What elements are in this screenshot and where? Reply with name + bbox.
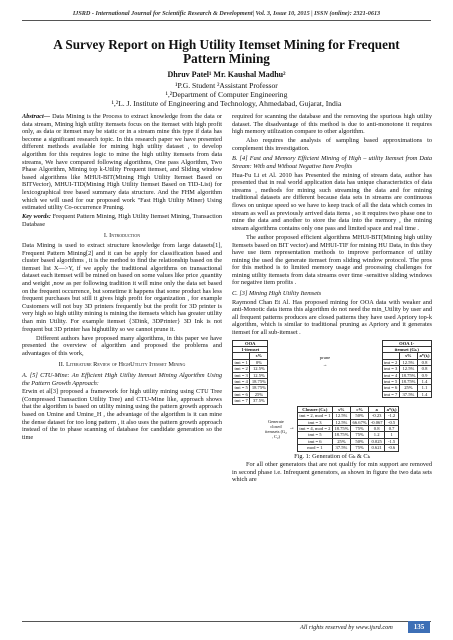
right-paragraph-1: required for scanning the database and the removing the spurious high utility dataset. The disadvantage of this method is due to anti-monotone it requires high memory utilization compare to other algorithm.	[232, 113, 432, 136]
closure-table-cell: -0.067	[370, 419, 383, 425]
ooa2-table-cell: 18.75%	[401, 379, 416, 385]
closure-table-cell: 50%	[351, 438, 369, 444]
ooa2-table-cell: 1.4	[418, 379, 432, 385]
subsection-heading-mining-hui: C. [3] Mining High Utility Itemsets	[232, 290, 322, 298]
closure-table-cell: 0.7	[385, 425, 399, 431]
ooa2-table-row	[382, 372, 431, 378]
page-number: 135	[408, 621, 430, 633]
ooa-table-cell: 12.5%	[250, 372, 268, 378]
ooa2-table-cell: 1.1	[418, 385, 432, 391]
right-paragraph-4: The author proposed efficient algorithms MHUI-BIT(Mining high utility Itemsets based on BIT vector) and MHUI-TIF for mining HU Data, in this they have use item representation methods to improve performance of utility mining the used the generate itemset from sliding window protocol. The pros for this method is to limited memory usage and processing challenges for mining utility itemsets from data streams over time -sensitive sliding windows for negative item profits .	[232, 233, 432, 287]
ooa2-table-row	[382, 385, 431, 391]
closure-table-cell: 25%	[332, 438, 350, 444]
closure-table-cell: 75%	[351, 425, 369, 431]
affiliation-department: ¹,²Department of Computer Engineering	[165, 90, 288, 99]
closure-table-header-cell: a	[369, 406, 385, 412]
ooa-table-cell: 18.75%	[251, 379, 266, 385]
ooa2-table-cell: tmt = 6	[384, 385, 398, 391]
ooa-table-title: OOA	[233, 340, 268, 346]
ooa-table-cell: 37.5%	[250, 398, 268, 404]
ooa2-table-header-cell: s%	[399, 353, 417, 359]
ooa2-table-cell: tmt = 7	[384, 391, 398, 397]
ooa2-table-cell: tmt = 5	[384, 379, 398, 385]
ooa2-table-cell: 18.75%	[401, 372, 416, 378]
closure-table-cell: 1.2	[369, 432, 385, 438]
subsection-heading-data-stream: B. [4] Fast and Memory Efficient Mining of High – utility Itemset from Data Stream: With and Without Negative Item Profits	[232, 155, 432, 171]
closure-table-cell: tmt = 3	[297, 419, 332, 425]
paper-title: A Survey Report on High Utility Itemset Mining for Frequent Pattern Mining	[53, 37, 400, 66]
footer-text: All rights reserved by www.ijsrd.com	[300, 624, 393, 631]
closure-table-cell: 37.5%	[332, 445, 350, 451]
closure-table-cell: 75%	[351, 432, 369, 438]
closure-table-cell: 0.621	[369, 445, 385, 451]
keywords	[22, 213, 222, 228]
section-heading-introduction: I. Introduction	[103, 232, 141, 240]
prune-label: prune	[319, 354, 331, 360]
figure-1	[232, 340, 432, 461]
right-paragraph-6: For all other generators that are not qualify for min support are removed in second phase i.e. Infrequent generators, as shown in figure the two data sets which are	[232, 461, 432, 484]
closure-table-cell: -0.6	[385, 445, 399, 451]
intro-paragraph-2: Different authors have proposed many algorithms, in this paper we have presented the overview of algorithm and proposed the problems and advantages of this work,	[22, 334, 222, 357]
ooa2-table-cell: 37.5%	[399, 391, 417, 397]
ooa-table-cell: 25%	[250, 391, 268, 397]
ooa-1-itemset-table	[232, 340, 268, 405]
closure-table-header-cell: Closure (Cₖ)	[297, 406, 332, 412]
ooa-table-cell: tmt = 3	[234, 372, 248, 378]
ooa2-table-row	[382, 379, 431, 385]
abstract-text: Data Mining is the Process to extract knowledge from the data or data stream, Mining high utility itemsets focus on the itemset with high profit only, as data or itemset may be static or in a stream mine this type if data has become a significant research topic. In this research paper we have presented different methods available for mining high utility dataset , to develop algorithm for this requires logic to mine the high utility itemsets from data streams, We have compared following algorithms, One pass Algorithm, Two Phase Algorithm, Mining top k-Utility Frequent itemset, and Sliding window based algorithms like MHUI-BIT(Mining High Utility Itemset Based on BITVector), MHUI-TID(Mining High Utility Itemset Based on TID-List) for lexicographical tree based summary data structure. And the FHM algorithm which we will used for our proposed work "Fast High Utility Miner) Using estimated utility Co-occurrence Pruning.	[22, 113, 222, 212]
ooa-table-cell: tmt = 6	[234, 391, 248, 397]
right-column	[232, 113, 432, 485]
closure-table-cell: 18.75%	[334, 425, 349, 431]
ooa-table-cell: tmt = 5	[234, 385, 248, 391]
affiliation-role: ¹P.G. Student ²Assistant Professor	[175, 81, 278, 90]
closure-table-header-cell: a*(tᵢ)	[386, 406, 397, 412]
closure-table-cell: 0.8	[369, 425, 385, 431]
closure-table-cell: 12.5%	[332, 419, 350, 425]
ooa2-table-cell: tmt = 2	[384, 359, 398, 365]
ooa-table-cell: 12.5%	[250, 366, 268, 372]
left-column	[22, 113, 222, 443]
ooa2-table-header-cell: a*(tᵢ)	[419, 353, 430, 359]
affiliation-institute: ¹,²L. J. Institute of Engineering and Technology, Ahmedabad, Gujarat, India	[111, 99, 342, 108]
authors: Dhruv Patel¹ Mr. Kaushal Madhu²	[167, 70, 286, 79]
closure-table-row	[297, 445, 398, 451]
generate-closed-itemsets-label: Generate closed itemsets (G₂ , C₂)	[265, 418, 287, 439]
ooa2-table-cell: tmt = 3	[384, 366, 398, 372]
ooa-table-row	[233, 398, 268, 404]
closure-table-cell: tmt = 6	[297, 438, 332, 444]
ooa2-table-cell: 12.5%	[399, 359, 417, 365]
ooa-table-cell: tmt = 4	[234, 379, 248, 385]
closure-table-cell: -0.23	[369, 413, 385, 419]
closure-table-cell: 0.025	[369, 438, 385, 444]
closure-table-cell: 18.75%	[334, 432, 349, 438]
subsection-heading-ctu-mine: A. [5] CTU-Mine: An Efficient High Utility Itemset Mining Algorithm Using the Pattern Growth Approach:	[22, 372, 222, 387]
ooa2-table-cell: 12.5%	[399, 366, 417, 372]
closure-table-header-cell: c%	[351, 406, 369, 412]
arrow-right-icon: →	[288, 424, 295, 431]
ooa2-table-row	[382, 366, 431, 372]
arrow-right-icon: →	[322, 362, 328, 368]
closure-table-cell: 1	[385, 432, 399, 438]
ooa-table-cell: 18.75%	[251, 385, 266, 391]
ooa2-table-cell: tmt = 4	[384, 372, 398, 378]
figure-caption: Fig. 1: Generation of Gₖ & Cₖ	[294, 452, 370, 460]
right-paragraph-5: Raymond Chan Et Al. Has proposed mining for OOA data with weaker and anti-Monotic data items this algorithm do not need the min_Utility by user and all frequent patterns produces are closed patterns they have used Apriory top-k algorithm, which is similar to traditional pruning as Apriory and it generates itemset for all sub-itemset .	[232, 298, 432, 337]
ooa2-table-subtitle: itemset (Gₖ)	[382, 347, 431, 353]
ooa-table-cell: tmt = 2	[234, 366, 248, 372]
right-paragraph-2: Also requires the analysis of sampling based approximations to complement this investigation.	[232, 137, 432, 152]
closure-table-cell: -0.5	[385, 419, 399, 425]
closure-table	[297, 406, 399, 452]
ooa2-table-title: OOA 1-	[382, 340, 431, 346]
keywords-label: Key words:	[22, 213, 51, 221]
ooa-table-cell: tmt = 7	[234, 398, 248, 404]
closure-table-cell: tmt = 2, mod = 1	[299, 413, 331, 419]
closure-table-cell: 66.67%	[352, 419, 367, 425]
ooa-table-header-cell: s%	[250, 353, 268, 359]
closure-table-cell: mod = 1	[297, 445, 332, 451]
prune-arrow	[320, 340, 330, 369]
abstract	[22, 113, 222, 212]
closure-table-cell: -1.2	[385, 413, 399, 419]
ooa-gk-table	[382, 340, 432, 399]
ooa2-table-cell: 0.9	[418, 372, 432, 378]
closure-table-cell: -1.5	[385, 438, 399, 444]
closure-table-cell: 12.5%	[332, 413, 350, 419]
ooa-table-cell: tmt = 1	[234, 359, 248, 365]
closure-table-cell: tmt = 5	[297, 432, 332, 438]
ooa2-table-row	[382, 391, 431, 397]
intro-paragraph-1: Data Mining is used to extract structure knowledge from large datasets[1], Frequent Pattern Mining[2] and it can be apply for classification based and cluster based algorithms , it is the method to find the relationship based on the itemset list X—>Y, if we apply the traditional algorithms on transactional dataset each itemset will be mined on based on some values like price ,quantity and weight ,now as per following tradition it will mine only the data set based on the frequent occurrence, but sometime it happens that some product has less frequent purchases but still it gives high profit for organization , for example Customers will not buy 3D printers frequently but the profit for 3D printer is very high so high utility mining is mining the itemsets which has greater utility than min Utility. For example itemset {3Dink, 3DPrinter} 3D Ink is not frequent but 3D printer has highutility so we cannot prune it.	[22, 242, 222, 333]
right-paragraph-3: Hua-Fu Li et Al. 2010 has Presented the mining of stream data, author has presented that in real world application data has unique characteristics of data streams , methods for mining such streaming the data and for mining traditional datasets are different because data sets in streams are continuous flows on unique speed so we have to keep track of all the data which comes in stream as well as previously arrived data items , so it requires two phase one to mine the data and another to store the data into the memory , the mining stream algorithms contains only one pass and limited space and real time .	[232, 171, 432, 232]
ooa2-table-cell: 1.4	[418, 391, 432, 397]
ooa-table-subtitle: 1-itemset	[233, 347, 268, 353]
footer-rule	[22, 621, 431, 622]
abstract-label: Abstract—	[22, 113, 50, 120]
closure-table-cell: 75%	[351, 445, 369, 451]
header-rule	[22, 20, 431, 21]
ooa2-table-cell: 25%	[399, 385, 417, 391]
ooa2-table-cell: 0.8	[418, 366, 432, 372]
section-heading-literature-review: II. Literature Review of HighUtility Itemset Mining	[58, 361, 186, 369]
closure-table-cell: tmt = 4, mod = 2	[299, 425, 331, 431]
journal-header: IJSRD - International Journal for Scientific Research & Development| Vol. 3, Issue 10, 2015 | ISSN (online): 2321-0613	[72, 10, 381, 17]
keywords-text: Frequent Pattern Mining, High Utility Itemset Mining, Transaction Database	[22, 213, 222, 228]
ooa2-table-cell: 0.8	[418, 359, 432, 365]
ctu-paragraph: Erwin et al[3] proposed a framework for high utility mining using CTU Tree (Compressed Transaction Utility Tree) and CTU-Mine like, approach shows that the algorithm is based on utility mining using the pattern growth approach based on Umine and Umine_H , the advantage of the algorithm is it can mine the dense dataset for too long pattern , it also uses the pattern growth approach instead of the to phase scanning of database for candidate generation so the time	[22, 388, 222, 441]
closure-table-header-cell: s%	[332, 406, 350, 412]
ooa2-table-row	[382, 359, 431, 365]
closure-table-cell: 50%	[351, 413, 369, 419]
ooa-table-cell: 0%	[250, 359, 268, 365]
